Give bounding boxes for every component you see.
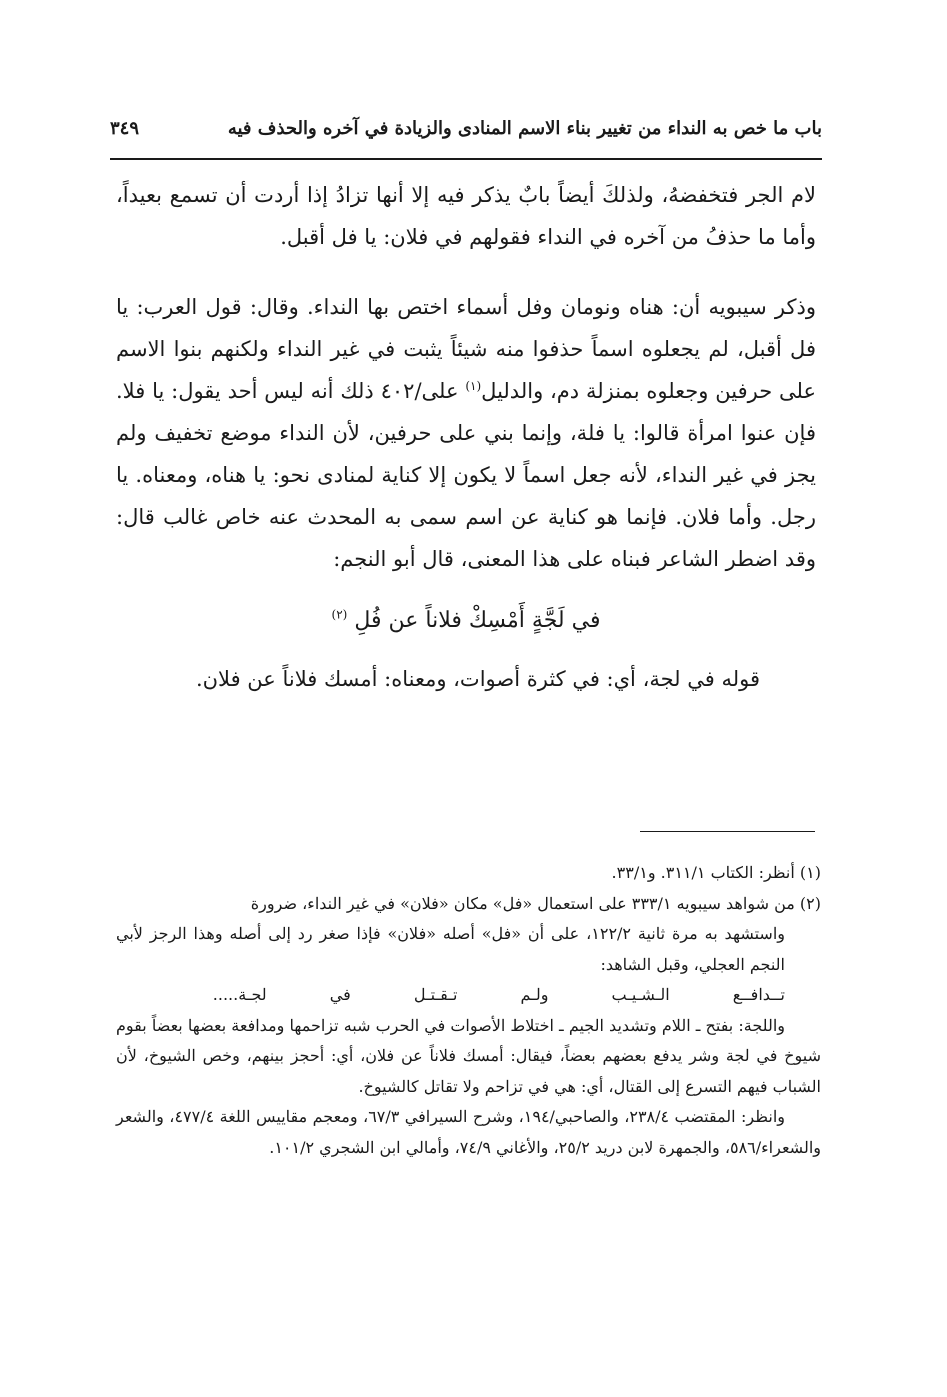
paragraph-2-part-a: وذكر سيبويه أن: هناه ونومان وفل أسماء اختص بها النداء. وقال: قول العرب: يا فل أقبل، لم يجعلوه اسماً حذفوا منه شيئاً يثبت في غير النداء ولكنهم بنوا الاسم على حرفين وجعلوه بمنزلة دم، والدليل xyxy=(116,295,816,403)
footnote-2-paragraph-2: واللجة: بفتح ـ اللام وتشديد الجيم ـ اختلاط الأصوات في الحرب شبه تزاحمها ومدافعة بعضها بعضاً بقوم شيوخ في لجة وشر يدفع بعضهم بعضاً، فيقال: أمسك فلاناً عن فلان، أي: أحجز بينهم، وخص الشيوخ، لأن الشباب فيهم التسرع إلى القتال، أي: هي في تزاحم ولا تقاتل كالشيوخ. xyxy=(116,1015,821,1096)
footnotes xyxy=(116,858,821,1163)
footnote-ref-2[interactable]: (٢) xyxy=(331,607,348,622)
page-number: ٣٤٩ xyxy=(110,118,140,139)
footnote-ref-1[interactable]: (١) xyxy=(465,379,482,393)
verse-text: في لَجَّةٍ أَمْسِكْ فلاناً عن فُلِ xyxy=(354,608,601,633)
footnote-separator xyxy=(640,831,815,832)
paragraph-2-part-b: على/٤٠٢ ذلك أنه ليس أحد يقول: يا فلا. فإن عنوا امرأة قالوا: يا فلة، وإنما بني على حرفين، لأن النداء موضع تخفيف ولم يجز في غير النداء، لأنه جعل اسماً لا يكون إلا كناية لمنادى نحو: يا هناه، ومعناه. يا رجل. وأما فلان. فإنما هو كناية عن اسم سمى به المحدث عنه خاص غالب قال: وقد اضطر الشاعر فبناه على هذا المعنى، قال أبو النجم: xyxy=(116,379,816,571)
paragraph-2 xyxy=(116,286,816,580)
footnote-2-paragraph-3: وانظر: المقتضب ٢٣٨/٤، والصاحبي/١٩٤، وشرح السيرافي ٦٧/٣، ومعجم مقاييس اللغة ٤٧٧/٤، والشعر والشعراء/٥٨٦، والجمهرة لابن دريد ٢٥/٢، والأغاني ٧٤/٩، وأمالي ابن الشجري ١٠١/٢. xyxy=(116,1107,821,1157)
footnote-2-continuation: واستشهد به مرة ثانية ١٢٢/٢، على أن «فل» أصله «فلان» فإذا صغر رد إلى أصله وهذا الرجز لأبي النجم العجلي، وقبل الشاهد: xyxy=(116,924,786,974)
verse-line xyxy=(116,600,816,642)
paragraph-3: قوله في لجة، أي: في كثرة أصوات، ومعناه: أمسك فلاناً عن فلان. xyxy=(195,667,760,691)
running-header-title: باب ما خص به النداء من تغيير بناء الاسم المنادى والزيادة في آخره والحذف فيه xyxy=(227,118,822,139)
footnote-2-first-line: (٢) من شواهد سيبويه ٣٣٣/١ على استعمال «فل» مكان «فلان» في غير النداء، ضرورة xyxy=(250,893,821,913)
paragraph-1: لام الجر فتخفضهُ، ولذلكَ أيضاً بابٌ يذكر فيه إلا أنها تزادُ إذا أردت أن تسمع بعيداً، وأما ما حذفُ من آخره في النداء فقولهم في فلان: يا فل أقبل. xyxy=(116,183,816,249)
header-rule xyxy=(110,158,822,160)
footnote-1: (١) أنظر: الكتاب ٣١١/١. و٣٣/١. xyxy=(611,863,821,882)
footnote-2-verse: تــدافــع الـشـيـب ولـم تـقـتـل في لجـة..... xyxy=(212,985,785,1004)
running-header xyxy=(110,118,822,139)
main-text xyxy=(116,174,816,700)
